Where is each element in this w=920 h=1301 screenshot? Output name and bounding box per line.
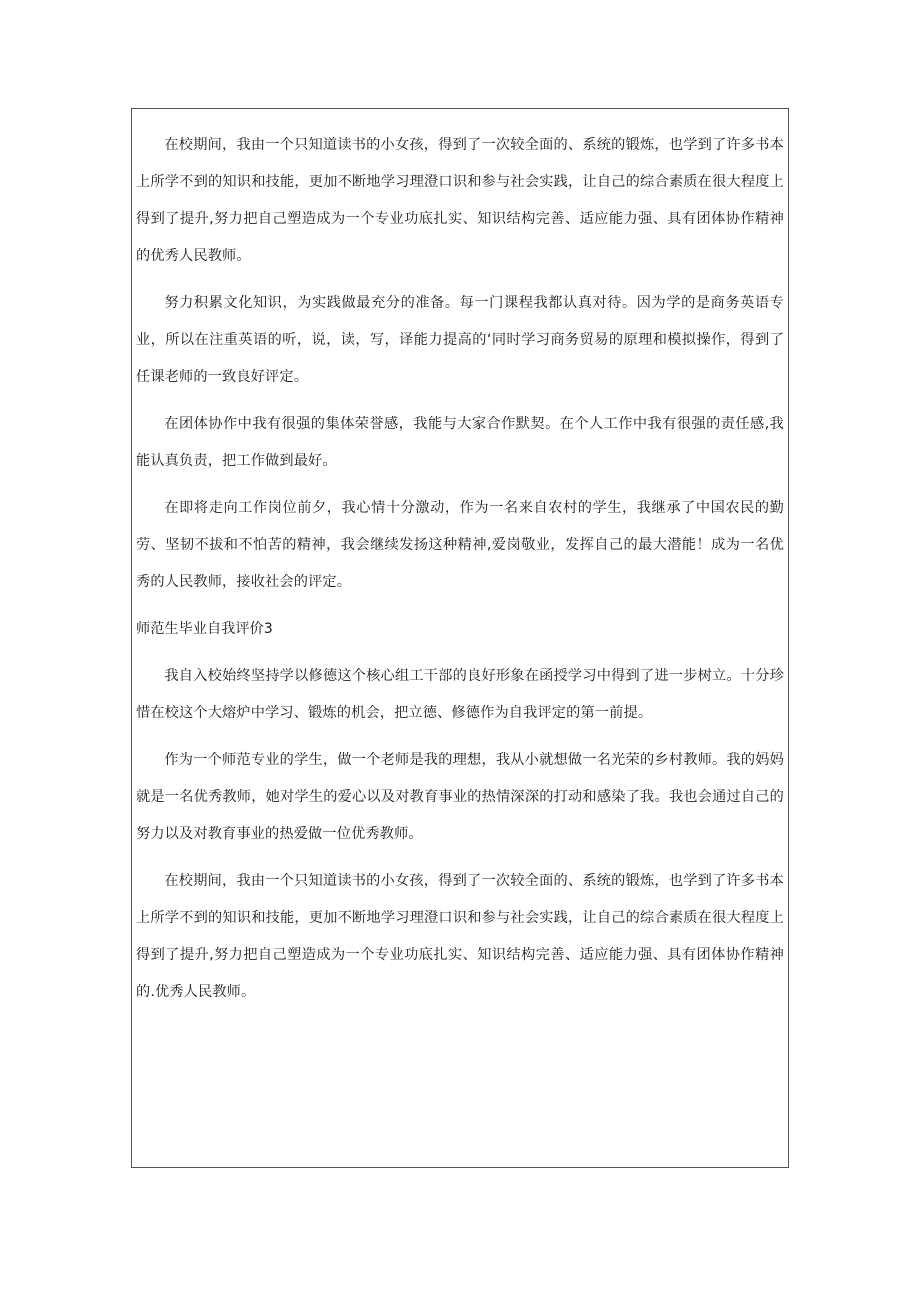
paragraph-7: 在校期间，我由一个只知道读书的小女孩，得到了一次较全面的、系统的锻炼，也学到了许多书本上所学不到的知识和技能，更加不断地学习理澄口识和参与社会实践，让自己的综合素质在很大程度上得到了提升,努力把自己塑造成为一个专业功底扎实、知识结构完善、适应能力强、具有团体协作精神的.优秀人民教师。 — [136, 873, 784, 1000]
paragraph-4: 在即将走向工作岗位前夕，我心情十分激动，作为一名来自农村的学生，我继承了中国农民的勤劳、坚韧不拔和不怕苦的精神，我会继续发扬这种精神,爱岗敬业，发挥自己的最大潜能！成为一名优秀的人民教师，接收社会的评定。 — [136, 500, 784, 590]
section-heading: 师范生毕业自我评价3 — [136, 621, 273, 637]
paragraph-2: 努力积累文化知识，为实践做最充分的准备。每一门课程我都认真对待。因为学的是商务英语专业，所以在注重英语的听，说，读，写，译能力提高的‘同时学习商务贸易的原理和模拟操作，得到了任课老师的一致良好评定。 — [136, 295, 784, 385]
paragraph-3: 在团体协作中我有很强的集体荣誉感，我能与大家合作默契。在个人工作中我有很强的责任感,我能认真负责，把工作做到最好。 — [136, 416, 784, 469]
paragraph-6: 作为一个师范专业的学生，做一个老师是我的理想，我从小就想做一名光荣的乡村教师。我的妈妈就是一名优秀教师，她对学生的爱心以及对教育事业的热情深深的打动和感染了我。我也会通过自己的努力以及对教育事业的热爱做一位优秀教师。 — [136, 752, 784, 842]
paragraph-1: 在校期间，我由一个只知道读书的小女孩，得到了一次较全面的、系统的锻炼，也学到了许多书本上所学不到的知识和技能，更加不断地学习理澄口识和参与社会实践，让自己的综合素质在很大程度上得到了提升,努力把自己塑造成为一个专业功底扎实、知识结构完善、适应能力强、具有团体协作精神的优秀人民教师。 — [136, 137, 784, 264]
document-frame — [131, 108, 789, 1168]
paragraph-5: 我自入校始终坚持学以修德这个核心组工干部的良好形象在函授学习中得到了进一步树立。十分珍惜在校这个大熔炉中学习、锻炼的机会，把立德、修德作为自我评定的第一前提。 — [136, 668, 784, 721]
